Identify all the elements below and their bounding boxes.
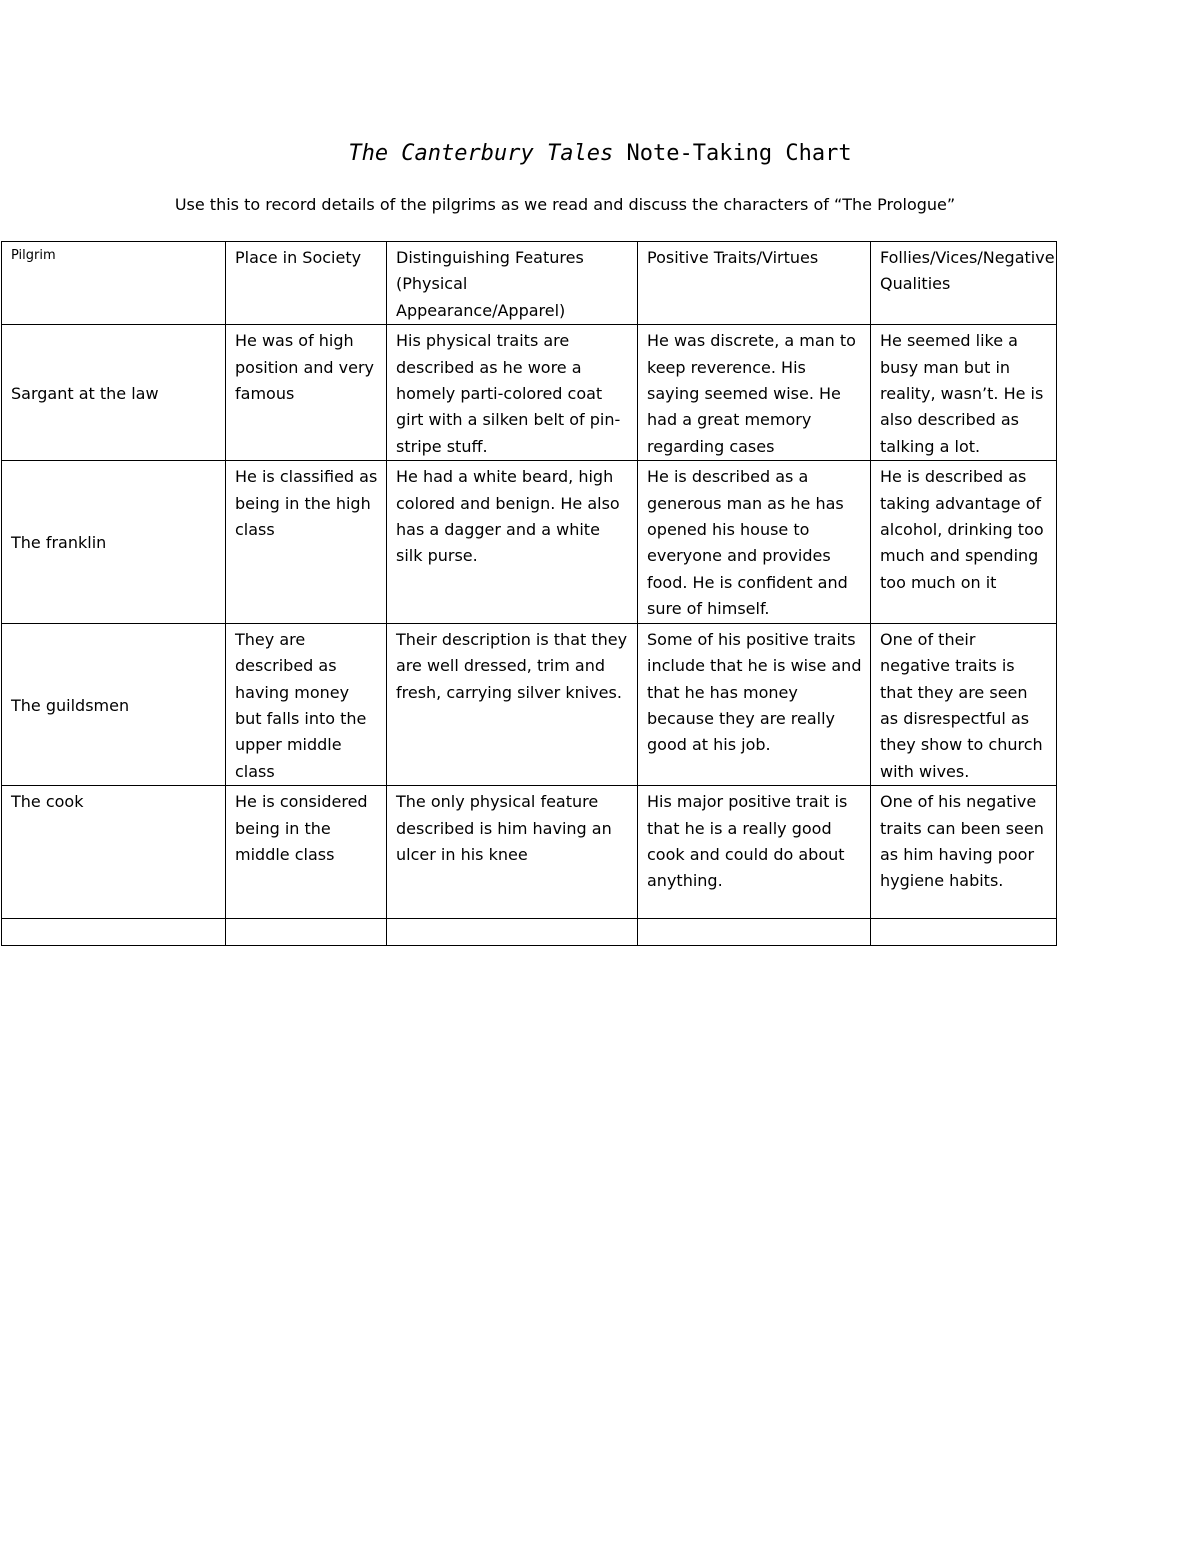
negative-cell: One of their negative traits is that they are seen as disrespectful as they show to church with wives. (871, 623, 1057, 785)
title-italic-part: The Canterbury Tales (348, 141, 614, 166)
header-positive-traits: Positive Traits/Virtues (638, 242, 871, 325)
empty-cell (2, 919, 226, 946)
features-cell: Their description is that they are well dressed, trim and fresh, carrying silver knives. (387, 623, 638, 785)
empty-cell (638, 919, 871, 946)
positive-cell: He is described as a generous man as he has opened his house to everyone and provides food. He is confident and sure of himself. (638, 461, 871, 623)
title-rest-part: Note-Taking Chart (613, 141, 852, 166)
place-cell: He was of high position and very famous (226, 325, 387, 461)
empty-cell (226, 919, 387, 946)
table-row-empty (2, 919, 1057, 946)
features-cell: He had a white beard, high colored and benign. He also has a dagger and a white silk purse. (387, 461, 638, 623)
header-place-in-society: Place in Society (226, 242, 387, 325)
negative-cell: He seemed like a busy man but in reality, wasn’t. He is also described as talking a lot. (871, 325, 1057, 461)
document-subtitle: Use this to record details of the pilgrims as we read and discuss the characters of “The Prologue” (174, 195, 956, 214)
negative-cell: He is described as taking advantage of alcohol, drinking too much and spending too much on it (871, 461, 1057, 623)
place-cell: They are described as having money but falls into the upper middle class (226, 623, 387, 785)
place-cell: He is classified as being in the high class (226, 461, 387, 623)
positive-cell: Some of his positive traits include that he is wise and that he has money because they are really good at his job. (638, 623, 871, 785)
empty-cell (387, 919, 638, 946)
header-follies-vices: Follies/Vices/Negative Qualities (871, 242, 1057, 325)
pilgrim-cell: The franklin (2, 461, 226, 623)
header-pilgrim: Pilgrim (2, 242, 226, 325)
pilgrim-cell: The guildsmen (2, 623, 226, 785)
table-row (2, 623, 1057, 785)
document-title (0, 140, 1200, 168)
place-cell: He is considered being in the middle class (226, 786, 387, 919)
table-header-row (2, 242, 1057, 325)
table-row (2, 786, 1057, 919)
features-cell: His physical traits are described as he wore a homely parti-colored coat girt with a silken belt of pin-stripe stuff. (387, 325, 638, 461)
note-taking-table (1, 241, 1057, 946)
positive-cell: He was discrete, a man to keep reverence. His saying seemed wise. He had a great memory regarding cases (638, 325, 871, 461)
negative-cell: One of his negative traits can been seen as him having poor hygiene habits. (871, 786, 1057, 919)
features-cell: The only physical feature described is him having an ulcer in his knee (387, 786, 638, 919)
table-row (2, 325, 1057, 461)
header-distinguishing-features: Distinguishing Features (Physical Appearance/Apparel) (387, 242, 638, 325)
empty-cell (871, 919, 1057, 946)
pilgrim-cell: Sargant at the law (2, 325, 226, 461)
table-row (2, 461, 1057, 623)
positive-cell: His major positive trait is that he is a really good cook and could do about anything. (638, 786, 871, 919)
pilgrim-cell: The cook (2, 786, 226, 919)
